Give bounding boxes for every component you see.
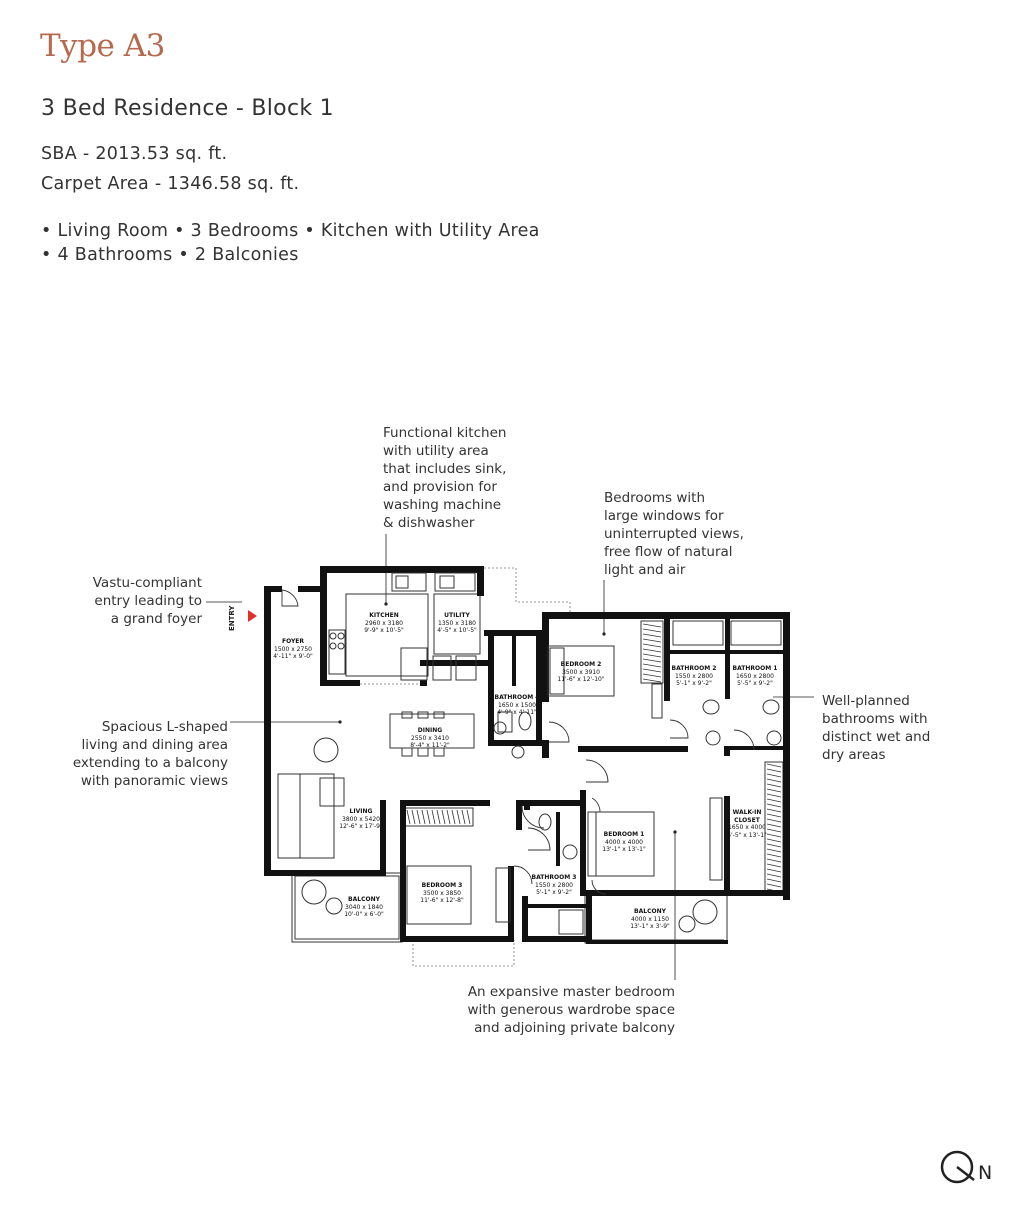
callout-living-line: with panoramic views bbox=[80, 773, 228, 789]
callout-entry-line: a grand foyer bbox=[110, 611, 202, 627]
room-label-name: KITCHEN bbox=[369, 612, 399, 619]
features-line-2: • 4 Bathrooms • 2 Balconies bbox=[41, 245, 299, 265]
room-label-ft: 12'-6" x 17'-9" bbox=[339, 823, 383, 830]
callout-living-line: extending to a balcony bbox=[72, 755, 228, 771]
callout-living-line: living and dining area bbox=[81, 737, 228, 753]
carpet-area-text: Carpet Area - 1346.58 sq. ft. bbox=[41, 174, 300, 194]
room-label-mm: 1650 x 4000 bbox=[728, 824, 766, 831]
room-label-name: BATHROOM 1 bbox=[732, 665, 778, 672]
callout-bedrooms-line: free flow of natural bbox=[604, 544, 733, 560]
room-label-ft: 5'-1" x 9'-2" bbox=[536, 889, 572, 896]
room-label-name: BEDROOM 2 bbox=[560, 661, 602, 668]
callout-master-line: and adjoining private balcony bbox=[474, 1020, 675, 1036]
room-label-mm: 2550 x 3410 bbox=[411, 734, 449, 742]
callout-bedrooms-line: large windows for bbox=[604, 508, 724, 524]
room-label-living bbox=[321, 808, 401, 831]
room-label-bathroom4 bbox=[477, 694, 557, 717]
callout-bedrooms-line: uninterrupted views, bbox=[604, 526, 744, 542]
room-label-foyer bbox=[253, 638, 333, 661]
room-label-ft: 4'-9" x 4'-11" bbox=[497, 709, 537, 716]
room-label-name: BEDROOM 1 bbox=[603, 831, 645, 838]
compass bbox=[940, 1150, 996, 1190]
room-label-ft: 8'-4" x 11'-2" bbox=[410, 742, 450, 749]
room-label-ft: 5'-1" x 9'-2" bbox=[676, 680, 712, 687]
type-title: Type A3 bbox=[40, 28, 165, 64]
room-label-mm: 3500 x 3910 bbox=[562, 668, 600, 676]
room-label-ft: 11'-6" x 12'-8" bbox=[420, 897, 464, 904]
room-label-bedroom2 bbox=[541, 661, 621, 684]
room-label-mm: 4000 x 1150 bbox=[631, 915, 669, 923]
room-label-ft: 5'-5" x 9'-2" bbox=[737, 680, 773, 687]
room-label-name: BATHROOM 3 bbox=[531, 874, 577, 881]
room-label-name: LIVING bbox=[349, 808, 373, 815]
room-label-name: BALCONY bbox=[348, 896, 380, 903]
room-label-walkin bbox=[707, 809, 787, 839]
callout-bathrooms-line: dry areas bbox=[822, 747, 886, 763]
room-label-ft: 9'-9" x 10'-5" bbox=[364, 627, 404, 634]
room-label-ft: 4'-11" x 9'-0" bbox=[273, 653, 313, 660]
room-label-mm: 3040 x 1840 bbox=[345, 903, 383, 911]
room-label-mm: 1550 x 2800 bbox=[535, 881, 573, 889]
room-label-name: BATHROOM 2 bbox=[671, 665, 717, 672]
residence-title: 3 Bed Residence - Block 1 bbox=[41, 96, 334, 121]
entry-label-wrapper bbox=[226, 603, 250, 631]
callout-master-line: with generous wardrobe space bbox=[467, 1002, 675, 1018]
room-label-mm: 1500 x 2750 bbox=[274, 645, 312, 653]
callout-kitchen-line: washing machine bbox=[383, 497, 502, 513]
callout-bathrooms-line: bathrooms with bbox=[822, 711, 928, 727]
room-label-ft: 13'-1" x 3'-9" bbox=[630, 923, 670, 930]
room-label-name1: WALK-IN bbox=[732, 809, 762, 816]
room-label-name: FOYER bbox=[281, 638, 305, 645]
callout-bedrooms-line: light and air bbox=[604, 562, 686, 578]
room-label-mm: 2960 x 3180 bbox=[365, 619, 403, 627]
features-line-1: • Living Room • 3 Bedrooms • Kitchen with Utility Area bbox=[41, 221, 540, 241]
room-label-utility bbox=[417, 612, 497, 635]
callout-kitchen-line: that includes sink, bbox=[383, 461, 507, 477]
room-label-mm: 1550 x 2800 bbox=[675, 672, 713, 680]
room-label-dining bbox=[390, 727, 470, 750]
callout-bathrooms-line: Well-planned bbox=[822, 693, 910, 709]
entry-label: ENTRY bbox=[228, 605, 236, 631]
room-label-name: DINING bbox=[417, 727, 443, 734]
room-label-name: BALCONY bbox=[634, 908, 666, 915]
callout-living-line: Spacious L-shaped bbox=[101, 719, 228, 735]
room-label-mm: 3800 x 5420 bbox=[342, 815, 380, 823]
callout-kitchen-line: and provision for bbox=[383, 479, 497, 495]
room-label-ft: 5'-5" x 13'-1" bbox=[727, 831, 767, 839]
compass-label: N bbox=[978, 1162, 993, 1184]
room-label-mm: 3500 x 3850 bbox=[423, 889, 461, 897]
callout-kitchen-line: & dishwasher bbox=[383, 515, 475, 531]
callout-master-line: An expansive master bedroom bbox=[467, 984, 675, 1000]
room-label-bedroom3 bbox=[402, 882, 482, 905]
room-label-ft: 11'-6" x 12'-10" bbox=[557, 676, 605, 683]
room-label-mm: 4000 x 4000 bbox=[605, 838, 643, 846]
sba-text: SBA - 2013.53 sq. ft. bbox=[41, 144, 228, 164]
room-label-bathroom1 bbox=[715, 665, 795, 688]
room-label-name: UTILITY bbox=[444, 612, 470, 619]
room-label-kitchen bbox=[344, 612, 424, 635]
room-label-name: BEDROOM 3 bbox=[421, 882, 463, 889]
room-label-mm: 1650 x 1500 bbox=[498, 701, 536, 709]
callout-kitchen-line: Functional kitchen bbox=[383, 425, 507, 441]
callout-kitchen-line: with utility area bbox=[383, 443, 489, 459]
callout-bedrooms-line: Bedrooms with bbox=[604, 490, 706, 506]
room-label-mm: 1350 x 3180 bbox=[438, 619, 476, 627]
room-label-name2: CLOSET bbox=[734, 816, 760, 824]
room-label-mm: 1650 x 2800 bbox=[736, 672, 774, 680]
callout-bathrooms-line: distinct wet and bbox=[822, 729, 931, 745]
room-label-balcony-right bbox=[610, 908, 690, 931]
room-label-ft: 13'-1" x 13'-1" bbox=[602, 846, 646, 853]
room-label-name: BATHROOM 4 bbox=[494, 694, 540, 701]
room-label-balcony-left bbox=[324, 896, 404, 919]
room-label-ft: 4'-5" x 10'-5" bbox=[437, 627, 477, 634]
room-label-bedroom1 bbox=[584, 831, 664, 854]
room-label-ft: 10'-0" x 6'-0" bbox=[344, 911, 384, 918]
room-label-bathroom3 bbox=[514, 874, 594, 897]
callout-entry-line: Vastu-compliant bbox=[92, 575, 202, 591]
callout-entry-line: entry leading to bbox=[94, 593, 202, 609]
